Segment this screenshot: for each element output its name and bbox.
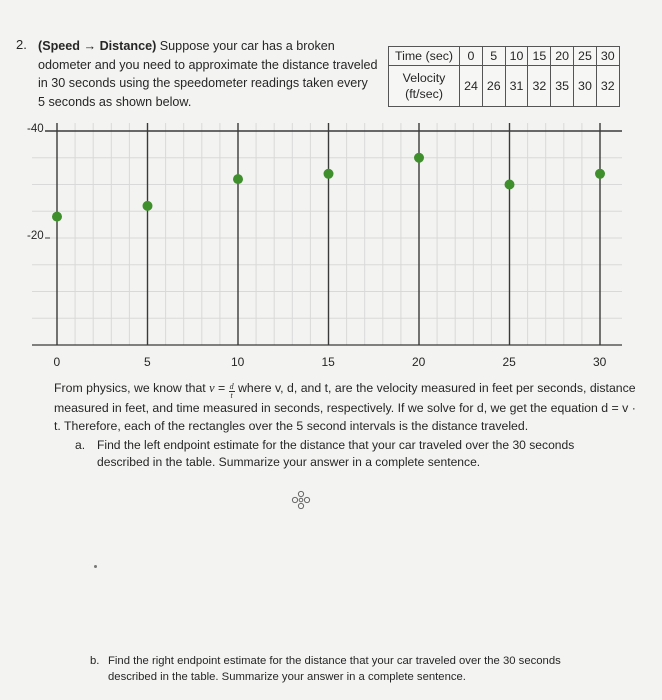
velocity-cell: 35 bbox=[551, 66, 574, 107]
velocity-cell: 24 bbox=[460, 66, 483, 107]
y-tick-label: -40 bbox=[27, 123, 44, 135]
velocity-header bbox=[389, 66, 460, 107]
data-point bbox=[52, 212, 62, 222]
question-b-letter: b. bbox=[90, 655, 100, 667]
time-cell: 25 bbox=[574, 47, 597, 66]
data-point bbox=[414, 153, 424, 163]
speed-table bbox=[388, 46, 620, 107]
time-cell: 0 bbox=[460, 47, 483, 66]
x-tick-label: 30 bbox=[593, 355, 607, 369]
time-cell: 5 bbox=[482, 47, 505, 66]
x-tick-label: 20 bbox=[412, 355, 426, 369]
problem-heading: (Speed → Distance) bbox=[38, 39, 157, 53]
physics-text-part1: From physics, we know that bbox=[54, 381, 210, 395]
fraction-denominator: t bbox=[230, 391, 233, 400]
fraction-numerator: d bbox=[229, 382, 234, 391]
y-tick-label: -20 bbox=[27, 230, 44, 242]
x-tick-label: 0 bbox=[53, 355, 61, 369]
data-point bbox=[143, 201, 153, 211]
time-cell: 15 bbox=[528, 47, 551, 66]
data-point bbox=[595, 169, 605, 179]
time-cell: 30 bbox=[596, 47, 619, 66]
velocity-header-line1: Velocity bbox=[402, 71, 446, 85]
velocity-cell: 26 bbox=[482, 66, 505, 107]
data-point bbox=[233, 174, 243, 184]
velocity-header-line2: (ft/sec) bbox=[405, 87, 443, 101]
velocity-graph bbox=[0, 112, 662, 374]
move-handle-icon[interactable] bbox=[291, 490, 311, 510]
question-a-letter: a. bbox=[75, 438, 86, 452]
problem-text: Suppose your car has a broken odometer and you need to approximate the distance traveled in 30 seconds using the speedometer readings taken every 5 seconds as shown below. bbox=[38, 39, 378, 109]
question-a-text: Find the left endpoint estimate for the distance that your car traveled over the 30 seconds described in the table. Summarize your answer in a complete sentence. bbox=[97, 438, 575, 469]
question-b bbox=[90, 654, 610, 685]
velocity-cell: 32 bbox=[528, 66, 551, 107]
equals-sign: = bbox=[214, 381, 229, 395]
small-dot bbox=[94, 565, 97, 568]
x-tick-label: 25 bbox=[502, 355, 516, 369]
velocity-cell: 31 bbox=[505, 66, 528, 107]
question-a bbox=[75, 437, 615, 471]
velocity-symbol: v bbox=[209, 381, 215, 395]
time-header: Time (sec) bbox=[389, 47, 460, 66]
physics-paragraph bbox=[54, 380, 644, 435]
time-row bbox=[389, 47, 620, 66]
question-b-text: Find the right endpoint estimate for the distance that your car traveled over the 30 seconds described in the table. Summarize your answer in a complete sentence. bbox=[108, 655, 561, 683]
physics-text-part2: where v, d, and t, are the velocity measured in feet per seconds, distance measured in feet, and time measured in seconds, respectively. If we solve for d, we get the equation d = v · t. Therefore, each of the rectangles over the 5 second intervals is the distance traveled. bbox=[54, 381, 636, 433]
x-tick-label: 15 bbox=[321, 355, 335, 369]
x-tick-label: 10 bbox=[231, 355, 245, 369]
problem-intro bbox=[38, 37, 378, 111]
x-tick-label: 5 bbox=[144, 355, 151, 369]
velocity-cell: 30 bbox=[574, 66, 597, 107]
problem-number: 2. bbox=[16, 37, 27, 52]
velocity-row bbox=[389, 66, 620, 107]
time-cell: 20 bbox=[551, 47, 574, 66]
time-cell: 10 bbox=[505, 47, 528, 66]
velocity-cell: 32 bbox=[596, 66, 619, 107]
data-point bbox=[505, 180, 515, 190]
data-point bbox=[324, 169, 334, 179]
